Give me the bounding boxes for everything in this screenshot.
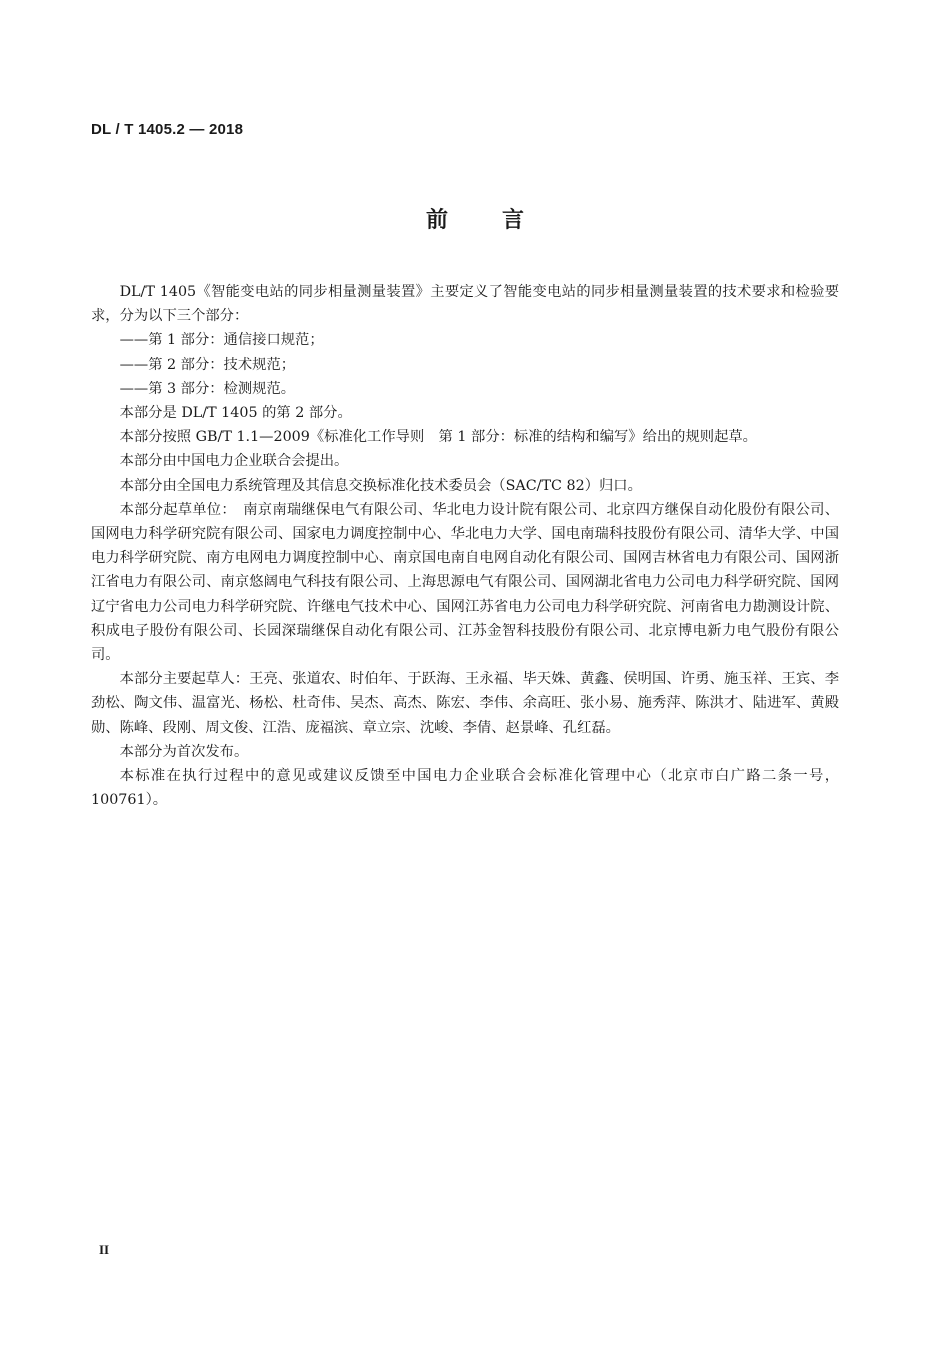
paragraph-this-part: 本部分是 DL/T 1405 的第 2 部分。 [119,405,352,422]
paragraph-part-2: ——第 2 部分：技术规范； [119,356,296,373]
foreword-body [91,280,839,812]
paragraph-drafting-units: 本部分起草单位： 南京南瑞继保电气有限公司、华北电力设计院有限公司、北京四方继保自动化股份有限公司、国网电力科学研究院有限公司、国家电力调度控制中心、华北电力大学、国电南瑞科技股份有限公司、清华大学、中国电力科学研究院、南方电网电力调度控制中心、南京国电南自电网自动化有限公司、国网吉林省电力有限公司、国网浙江省电力有限公司、南京悠阔电气科技有限公司、上海思源电气有限公司、国网湖北省电力公司电力科学研究院、国网辽宁省电力公司电力科学研究院、许继电气技术中心、国网江苏省电力公司电力科学研究院、河南省电力勘测设计院、积成电子股份有限公司、长园深瑞继保自动化有限公司、江苏金智科技股份有限公司、北京博电新力电气股份有限公司。 [91,501,839,664]
paragraph-part-3: ——第 3 部分：检测规范。 [119,380,296,397]
page-title [0,203,950,234]
paragraph-proposed-by: 本部分由中国电力企业联合会提出。 [119,453,349,470]
paragraph-under-jurisdiction: 本部分由全国电力系统管理及其信息交换标准化技术委员会（SAC/TC 82）归口。 [119,477,642,494]
page-number: II [99,1242,110,1257]
paragraph-part-1: ——第 1 部分：通信接口规范； [119,332,324,349]
page-title-part-1: 前 [425,208,448,233]
page-title-part-2: 言 [502,208,525,233]
paragraph-feedback: 本标准在执行过程中的意见或建议反馈至中国电力企业联合会标准化管理中心（北京市白广路二条一号，100761）。 [91,768,839,809]
paragraph-first-release: 本部分为首次发布。 [119,743,249,760]
paragraph-intro: DL/T 1405《智能变电站的同步相量测量装置》主要定义了智能变电站的同步相量测量装置的技术要求和检验要求，分为以下三个部分： [91,284,839,325]
paragraph-drafters: 本部分主要起草人：王亮、张道农、时伯年、于跃海、王永福、毕天姝、黄鑫、侯明国、许勇、施玉祥、王宾、李劲松、陶文伟、温富光、杨松、杜奇伟、吴杰、高杰、陈宏、李伟、余高旺、张小易、施秀萍、陈洪才、陆进军、黄殿勋、陈峰、段刚、周文俊、江浩、庞福滨、章立宗、沈峻、李倩、赵景峰、孔红磊。 [91,671,839,736]
paragraph-drafting-rules: 本部分按照 GB/T 1.1—2009《标准化工作导则 第 1 部分：标准的结构和编写》给出的规则起草。 [119,429,757,446]
standard-code-header: DL / T 1405.2 — 2018 [91,121,244,138]
